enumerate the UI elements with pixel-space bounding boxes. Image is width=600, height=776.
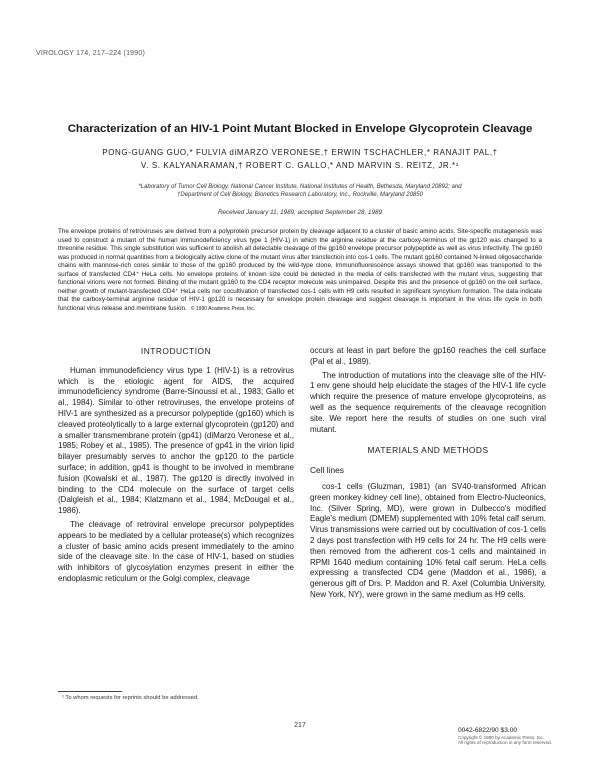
footnote: ¹ To whom requests for reprints should be addressed. [62, 695, 199, 701]
publisher-info [458, 727, 578, 746]
article-title: Characterization of an HIV-1 Point Mutant Blocked in Envelope Glycoprotein Cleavage [67, 123, 533, 135]
left-column [58, 346, 294, 585]
issn-price: 0042-6822/90 $3.00 [458, 727, 518, 734]
cell-lines-subheading: Cell lines [310, 465, 344, 476]
intro-paragraph-3: occurs at least in part before the gp160 reaches the cell surface (Pal et al., 1989). [310, 346, 546, 366]
authors-line-2: V. S. KALYANARAMAN,† ROBERT C. GALLO,* AND MARVIN S. REITZ, JR.*¹ [140, 161, 460, 170]
footnote-divider [58, 691, 122, 692]
abstract-text: The envelope proteins of retroviruses are derived from a polyprotein precursor protein by cleavage adjacent to a cluster of basic amino acids. Site-specific mutagenesis was used to construct a mutant of the human immunodeficiency virus type 1 (HIV-1) in which the arginine residue at the carboxy-terminus of the gp120 was changed to a threonine residue. This single substitution was sufficient to abolish all detectable cleavage of the gp160 envelope precursor polypeptide as well as virus infectivity. The gp160 was produced in normal quantities from a biologically active clone of the mutant virus after transfection into cos-1 cells. The mutant gp160 contained N-linked oligosaccharide chains with mannose-rich cores similar to those of the gp160 produced by the wild-type clone. Immunofluorescence assays showed that gp160 was transported to the surface of transfected CD4⁺ HeLa cells. No envelope proteins of known size could be detected in the media of cells transfected with the mutant virus, suggesting that functional virions were not formed. Binding of the mutant gp160 to the CD4 receptor molecule was unimpaired. Despite this and the presence of gp160 on the cell surface, neither growth of mutant-transfected CD4⁺ HeLa cells nor cocultivation of transfected cos-1 cells with H9 cells resulted in significant syncytium formation. The data indicate that the carboxy-terminal arginine residue of HIV-1 gp120 is necessary for envelope protein cleavage and suggest cleavage is important in the virus life cycle in both functional virus release and membrane fusion. [58, 228, 542, 312]
abstract-copyright: © 1990 Academic Press, Inc. [190, 305, 256, 312]
right-column [310, 346, 546, 601]
intro-paragraph-1: Human immunodeficiency virus type 1 (HIV-1) is a retrovirus which is the etiologic agent for AIDS, the acquired immunodeficiency syndrome (Barre-Sinoussi et al., 1983; Gallo et al., 1984). Similar to other retroviruses, the envelope proteins of HIV-1 are synthesized as a precursor polypeptide (gp160) which is cleaved proteolytically to a large external glycoprotein (gp120) and a smaller transmembrane protein (gp41) (diMarzo Veronese et al., 1985; Robey et al., 1985). The presence of gp41 in the virion lipid bilayer presumably serves to anchor the gp120 to the particle surface; in addition, gp41 is thought to be involved in membrane fusion (Kowalski et al., 1987). The gp120 is directly involved in binding to the CD4 molecule on the surface of target cells (Dalgleish et al., 1984; Klatzmann et al., 1984; McDougal et al., 1986). [58, 365, 294, 516]
authors-line-1: PONG-GUANG GUO,* FULVIA diMARZO VERONESE,† ERWIN TSCHACHLER,* RANAJIT PAL,† [102, 148, 498, 157]
abstract [58, 228, 542, 313]
materials-methods-heading: MATERIALS AND METHODS [367, 445, 489, 456]
affiliations [50, 183, 550, 199]
affiliation-1: *Laboratory of Tumor Cell Biology, National Cancer Institute, National Institutes of Health, Bethesda, Maryland 20892; and [138, 184, 462, 190]
affiliation-2: †Department of Cell Biology, Bionetics Research Laboratory, Inc., Rockville, Maryland 20850 [177, 192, 423, 198]
methods-paragraph-1: cos-1 cells (Gluzman, 1981) (an SV40-transformed African green monkey kidney cell line), obtained from Electro-Nucleonics, Inc. (Silver Spring, MD), were grown in Dulbecco's modified Eagle's medium (DMEM) supplemented with 10% fetal calf serum. Virus transmissions were carried out by cocultivation of cos-1 cells 2 days post transfection with H9 cells for 24 hr. The H9 cells were then removed from the adherent cos-1 cells and maintained in RPMI 1640 medium containing 10% fetal calf serum. HeLa cells expressing a transfected CD4 gene (Maddon et al., 1986), a generous gift of Drs. P. Maddon and R. Axel (Columbia University, New York, NY), were grown in the same medium as H9 cells. [310, 481, 546, 599]
publisher-copyright: Copyright © 1990 by Academic Press, Inc. [458, 734, 545, 740]
intro-paragraph-2: The cleavage of retroviral envelope precursor polypeptides appears to be mediated by a cellular protease(s) which recognizes a cluster of basic amino acids present immediately to the amino side of the cleavage site. In the case of HIV-1, based on studies with inhibitors of glycosylation enzymes present in either the endoplasmic reticulum or the Golgi complex, cleavage [58, 519, 294, 583]
introduction-heading: INTRODUCTION [140, 346, 212, 356]
author-list [40, 146, 560, 172]
journal-reference: VIROLOGY 174, 217–224 (1990) [36, 50, 145, 57]
received-dates: Received January 11, 1989; accepted September 28, 1989 [217, 209, 383, 216]
rights-statement: All rights of reproduction in any form reserved. [458, 740, 552, 746]
page-number: 217 [294, 722, 306, 729]
intro-paragraph-4: The introduction of mutations into the cleavage site of the HIV-1 env gene should help elucidate the stages of the HIV-1 life cycle which require the presence of mature envelope glycoproteins, as well as the sequence requirements of the cleavage recognition site. We report here the results of studies on one such viral mutant. [310, 370, 546, 434]
